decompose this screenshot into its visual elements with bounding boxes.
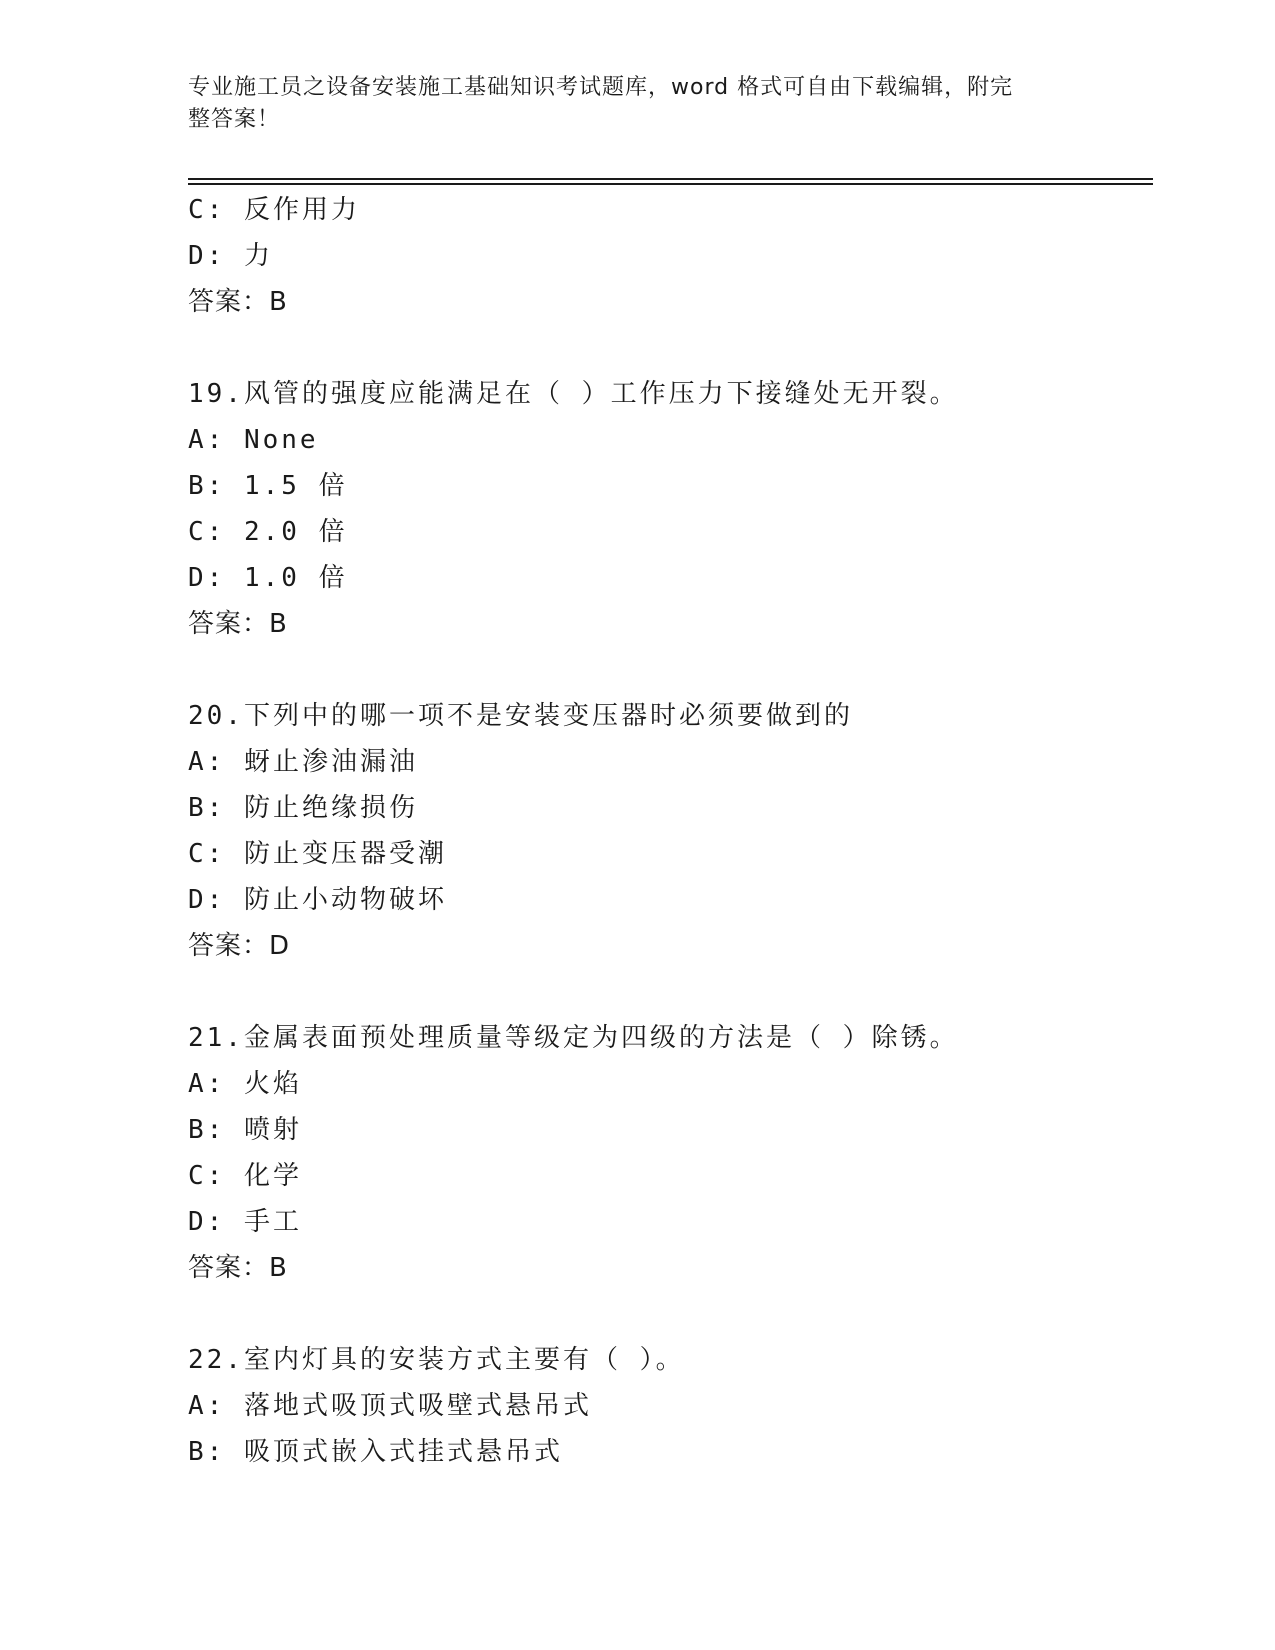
- document-header: [188, 72, 1068, 136]
- question-20: [188, 693, 1148, 969]
- question-19: [188, 371, 1148, 647]
- question-list: [188, 187, 1148, 1475]
- question-21: [188, 1015, 1148, 1291]
- option-a: A: 落地式吸顶式吸壁式悬吊式: [188, 1391, 592, 1421]
- partial-question: [188, 187, 1148, 325]
- question-text: 22.室内灯具的安装方式主要有（ ）。: [188, 1345, 685, 1375]
- header-divider-bottom: [188, 183, 1153, 185]
- option-b: B: 1.5 倍: [188, 471, 348, 501]
- option-a: A: None: [188, 425, 319, 455]
- option-b: B: 吸顶式嵌入式挂式悬吊式: [188, 1437, 563, 1467]
- option-d: D: 力: [188, 241, 273, 271]
- answer-line: 答案：B: [188, 1253, 288, 1283]
- option-c: C: 化学: [188, 1161, 302, 1191]
- option-d: D: 1.0 倍: [188, 563, 348, 593]
- option-c: C: 2.0 倍: [188, 517, 348, 547]
- option-a: A: 火焰: [188, 1069, 302, 1099]
- spacer: [188, 969, 1148, 1015]
- option-d: D: 防止小动物破坏: [188, 885, 447, 915]
- option-b: B: 喷射: [188, 1115, 302, 1145]
- answer-line: 答案：D: [188, 931, 291, 961]
- spacer: [188, 325, 1148, 371]
- spacer: [188, 1291, 1148, 1337]
- option-c: C: 反作用力: [188, 195, 360, 225]
- option-c: C: 防止变压器受潮: [188, 839, 447, 869]
- answer-line: 答案：B: [188, 609, 288, 639]
- option-b: B: 防止绝缘损伤: [188, 793, 418, 823]
- header-line-1: 专业施工员之设备安装施工基础知识考试题库，word 格式可自由下载编辑，附完: [188, 75, 1014, 100]
- header-divider-top: [188, 178, 1153, 180]
- question-22: [188, 1337, 1148, 1475]
- header-line-2: 整答案！: [188, 107, 281, 132]
- spacer: [188, 647, 1148, 693]
- question-text: 21.金属表面预处理质量等级定为四级的方法是（ ）除锈。: [188, 1023, 959, 1053]
- option-a: A: 蚜止渗油漏油: [188, 747, 418, 777]
- answer-line: 答案：B: [188, 287, 288, 317]
- option-d: D: 手工: [188, 1207, 302, 1237]
- question-text: 19.风管的强度应能满足在（ ）工作压力下接缝处无开裂。: [188, 379, 959, 409]
- question-text: 20.下列中的哪一项不是安装变压器时必须要做到的: [188, 701, 853, 731]
